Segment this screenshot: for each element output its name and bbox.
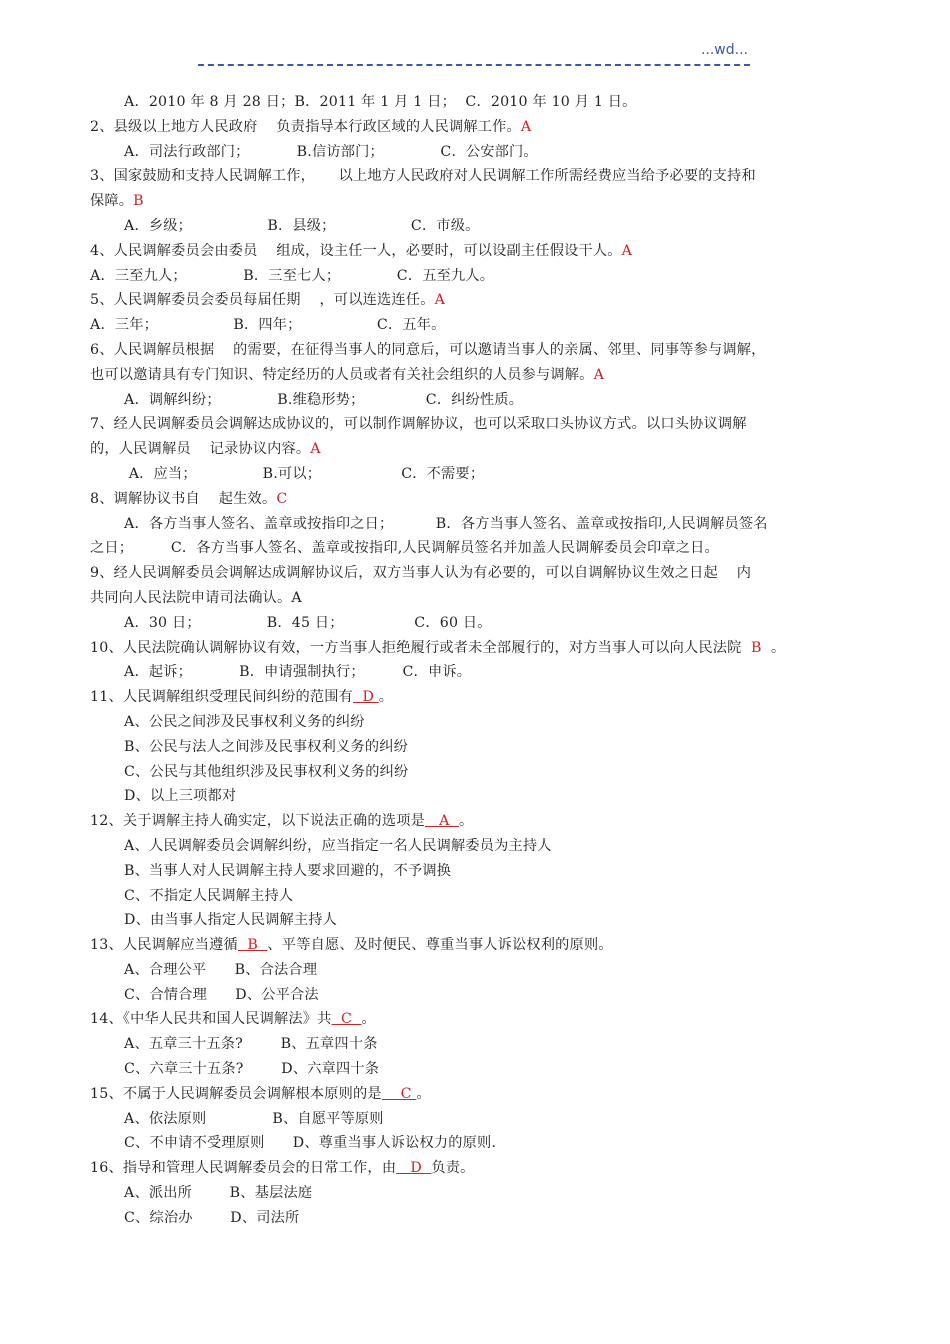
line-text: A．应当； B.可以； C．不需要； [124, 465, 485, 482]
line-text: A．三年； B．四年； C．五年。 [90, 317, 446, 334]
line-text: 的，人民调解员 记录协议内容。 [90, 441, 311, 458]
text-line [90, 1007, 860, 1032]
text-line [90, 313, 860, 338]
line-suffix: 。 [378, 689, 394, 706]
text-line [90, 735, 860, 760]
line-text: A、人民调解委员会调解纠纷，应当指定一名人民调解委员为主持人 [124, 837, 552, 854]
text-line [90, 437, 860, 462]
text-line [90, 685, 860, 710]
line-text: 之日； C．各方当事人签名、盖章或按指印,人民调解员签名并加盖人民调解委员会印章之日。 [90, 540, 719, 557]
text-line [90, 338, 860, 363]
line-text: 14、《中华人民共和国人民调解法》共 [90, 1011, 332, 1028]
text-line [90, 933, 860, 958]
answer-mark: B [133, 193, 144, 210]
line-suffix: 。 [416, 1085, 431, 1102]
text-line [90, 834, 860, 859]
text-line [90, 1082, 860, 1107]
line-text: A．起诉； B．申请强制执行； C．申诉。 [124, 664, 472, 681]
line-text: 12、关于调解主持人确实定，以下说法正确的选项是 [90, 813, 425, 830]
line-text: A．2010 年 8 月 28 日；B．2011 年 1 月 1 日； C．2010 年 10 月 1 日。 [124, 94, 637, 110]
page-header [198, 40, 750, 66]
line-text: 共同向人民法院申请司法确认。A [90, 589, 302, 606]
line-suffix: 。 [361, 1011, 376, 1028]
answer-blank: C [381, 1085, 417, 1102]
text-line [90, 214, 860, 239]
line-text: A、五章三十五条? B、五章四十条 [124, 1036, 378, 1053]
text-line [90, 884, 860, 909]
line-text: A、依法原则 B、自愿平等原则 [124, 1110, 384, 1127]
text-line [90, 512, 860, 537]
text-line [90, 1032, 860, 1057]
text-line [90, 363, 860, 388]
text-line [90, 164, 860, 189]
line-text: 11、人民调解组织受理民间纠纷的范围有 [90, 689, 354, 706]
line-text: B、公民与法人之间涉及民事权利义务的纠纷 [124, 738, 408, 755]
text-line [90, 487, 860, 512]
text-line [90, 859, 860, 884]
text-line [90, 140, 860, 165]
text-line [90, 536, 860, 561]
line-suffix: 。 [458, 813, 474, 830]
line-text: 保障。 [90, 193, 134, 210]
line-text: B、当事人对人民调解主持人要求回避的，不予调换 [124, 862, 452, 879]
text-line [90, 90, 860, 115]
line-text: A．司法行政部门； B.信访部门； C．公安部门。 [124, 143, 538, 160]
line-suffix: 、平等自愿、及时便民、尊重当事人诉讼权利的原则。 [267, 937, 613, 954]
line-text: A．各方当事人签名、盖章或按指印之日； B．各方当事人签名、盖章或按指印,人民调解员签名 [124, 515, 768, 532]
line-text: 4、人民调解委员会由委员 组成，设主任一人，必要时，可以设副主任假设干人。 [90, 242, 622, 259]
text-line [90, 239, 860, 264]
text-line [90, 611, 860, 636]
line-text: A．三至九人； B．三至七人； C．五至九人。 [90, 267, 495, 284]
line-text: 13、人民调解应当遵循 [90, 937, 238, 954]
line-text: 16、指导和管理人民调解委员会的日常工作，由 [90, 1160, 397, 1177]
text-line [90, 784, 860, 809]
answer-mark: A [310, 441, 321, 458]
text-line [90, 710, 860, 735]
text-line [90, 412, 860, 437]
line-text: A．调解纠纷； B.维稳形势； C．纠纷性质。 [124, 391, 524, 408]
line-text: 6、人民调解员根据 的需要，在征得当事人的同意后，可以邀请当事人的亲属、邻里、同事等参与调解， [90, 341, 766, 358]
text-line [90, 189, 860, 214]
line-text: D、以上三项都对 [124, 788, 237, 805]
answer-blank: D [353, 689, 379, 706]
text-line [90, 264, 860, 289]
text-line [90, 561, 860, 586]
text-line [90, 1206, 860, 1231]
text-line [90, 288, 860, 313]
line-text: 2、县级以上地方人民政府 负责指导本行政区域的人民调解工作。 [90, 118, 521, 135]
line-text: A．乡级； B．县级； C．市级。 [124, 217, 480, 234]
answer-mark: A [621, 242, 633, 259]
text-line [90, 1131, 860, 1156]
line-text: 8、调解协议书自 起生效。 [90, 490, 277, 507]
text-line [90, 388, 860, 413]
answer-blank: C [331, 1011, 362, 1028]
text-line [90, 1107, 860, 1132]
answer-mark: A [593, 366, 605, 383]
line-text: C、公民与其他组织涉及民事权利义务的纠纷 [124, 763, 409, 780]
text-line [90, 1057, 860, 1082]
text-line [90, 115, 860, 140]
line-text: C、合情合理 D、公平合法 [124, 986, 319, 1003]
text-line [90, 1181, 860, 1206]
answer-blank: D [396, 1160, 432, 1177]
line-text: 5、人民调解委员会委员每届任期 ，可以连选连任。 [90, 292, 435, 309]
line-text: A、派出所 B、基层法庭 [124, 1185, 313, 1202]
line-suffix: 。 [761, 639, 786, 656]
text-line [90, 958, 860, 983]
text-line [90, 636, 860, 661]
document-body [90, 90, 860, 1231]
line-text: A、合理公平 B、合法合理 [124, 961, 318, 978]
header-text: ...wd... [700, 42, 748, 58]
answer-blank: B [237, 937, 268, 954]
text-line [90, 1156, 860, 1181]
line-text: 也可以邀请具有专门知识、特定经历的人员或者有关社会组织的人员参与调解。 [90, 366, 594, 383]
line-text: 3、国家鼓励和支持人民调解工作， 以上地方人民政府对人民调解工作所需经费应当给予必要的支持和 [90, 168, 756, 185]
answer-mark: A [434, 292, 446, 309]
line-text: C、不申请不受理原则 D、尊重当事人诉讼权力的原则. [124, 1135, 497, 1152]
line-text: 9、经人民调解委员会调解达成调解协议后，双方当事人认为有必要的，可以自调解协议生效之日起 内 [90, 565, 752, 582]
line-text: C、不指定人民调解主持人 [124, 887, 294, 904]
line-text: 15、不属于人民调解委员会调解根本原则的是 [90, 1085, 382, 1102]
line-text: 7、经人民调解委员会调解达成协议的，可以制作调解协议，也可以采取口头协议方式。以口头协议调解 [90, 416, 747, 433]
text-line [90, 983, 860, 1008]
text-line [90, 760, 860, 785]
answer-blank: A [424, 813, 459, 830]
answer-mark: A [520, 118, 532, 135]
answer-mark: C [276, 490, 288, 507]
line-text: A、公民之间涉及民事权利义务的纠纷 [124, 713, 365, 730]
text-line [90, 908, 860, 933]
line-text: D、由当事人指定人民调解主持人 [124, 912, 338, 929]
text-line [90, 586, 860, 611]
text-line [90, 462, 860, 487]
line-text: C、六章三十五条? D、六章四十条 [124, 1061, 380, 1078]
text-line [90, 660, 860, 685]
text-line [90, 809, 860, 834]
line-text: 10、人民法院确认调解协议有效，一方当事人拒绝履行或者未全部履行的，对方当事人可以向人民法院 [90, 639, 751, 656]
line-text: C、综治办 D、司法所 [124, 1209, 300, 1226]
line-text: A．30 日； B．45 日； C．60 日。 [124, 614, 492, 631]
line-suffix: 负责。 [431, 1160, 475, 1177]
answer-mark: B [750, 639, 762, 656]
